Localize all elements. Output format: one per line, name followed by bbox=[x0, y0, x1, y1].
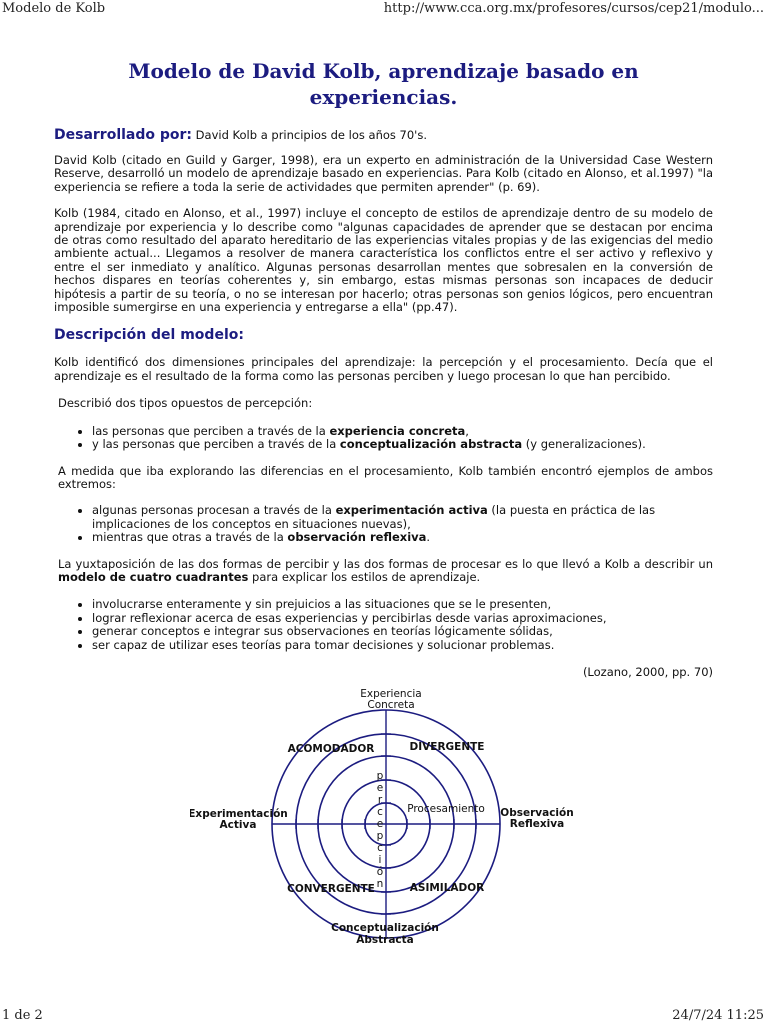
description-heading-text: Descripción del modelo bbox=[54, 327, 239, 344]
perception-letter: i bbox=[378, 854, 382, 866]
developed-by bbox=[54, 124, 713, 143]
label-active-experimentation-2: Activa bbox=[219, 819, 257, 831]
perception-letter: ó bbox=[376, 866, 384, 878]
axis-label-perception bbox=[377, 770, 384, 890]
list-item: • mientras que otras a través de la observación reflexiva. bbox=[92, 531, 713, 544]
label-concrete-experience-2: Concreta bbox=[367, 699, 415, 711]
perception-letter: r bbox=[377, 794, 383, 806]
list-item: • generar conceptos e integrar sus observaciones en teorías lógicamente sólidas, bbox=[92, 625, 713, 638]
perception-letter: c bbox=[377, 806, 383, 818]
page-title: Modelo de David Kolb, aprendizaje basado en experiencias. bbox=[128, 59, 639, 109]
description-heading bbox=[54, 327, 713, 343]
axis-label-processing: Procesamiento bbox=[407, 803, 485, 815]
quadrant-assimilator: ASIMILADOR bbox=[409, 882, 485, 894]
processing-list bbox=[54, 504, 713, 544]
processing-intro: A medida que iba explorando las diferencias en el procesamiento, Kolb también encontró ejemplos de ambos extremos: bbox=[58, 463, 713, 491]
quadrant-converger: CONVERGENTE bbox=[287, 883, 375, 895]
quadrant-diverger: DIVERGENTE bbox=[409, 741, 485, 753]
kolb-diagram bbox=[190, 682, 590, 947]
footer-timestamp: 24/7/24 11:25 bbox=[672, 1008, 764, 1023]
dimensions-paragraph: Kolb identificó dos dimensiones principales del aprendizaje: la percepción y el procesamiento. Decía que el aprendizaje es el resultado de la forma como las personas perciben y luego procesan lo que han percibido. bbox=[54, 355, 713, 383]
list-item: • involucrarse enteramente y sin prejuicios a las situaciones que se le presenten, bbox=[92, 598, 713, 611]
perception-letter: n bbox=[376, 878, 384, 890]
header-page-title: Modelo de Kolb bbox=[2, 1, 106, 16]
perception-letter: p bbox=[376, 770, 384, 782]
styles-list bbox=[54, 598, 713, 652]
print-header bbox=[0, 1, 768, 17]
list-item: • las personas que perciben a través de la experiencia concreta, bbox=[92, 425, 713, 438]
perception-list bbox=[54, 425, 713, 452]
document-body bbox=[54, 58, 713, 679]
kolb-diagram-svg bbox=[190, 682, 590, 947]
developed-by-text: David Kolb a principios de los años 70's. bbox=[192, 128, 427, 142]
label-abstract-conceptualization-1: Conceptualización bbox=[331, 922, 439, 934]
list-item: • y las personas que perciben a través de la conceptualización abstracta (y generalizaciones). bbox=[92, 438, 713, 451]
quadrant-accommodator: ACOMODADOR bbox=[287, 743, 375, 755]
perception-letter: e bbox=[376, 782, 384, 794]
perception-letter: p bbox=[376, 830, 384, 842]
citation: (Lozano, 2000, pp. 70) bbox=[582, 664, 713, 679]
list-item: • algunas personas procesan a través de la experimentación activa (la puesta en práctica de las implicaciones de los conceptos en situaciones nuevas), bbox=[92, 504, 713, 531]
header-url[interactable]: http://www.cca.org.mx/profesores/cursos/cep21/modulo... bbox=[383, 1, 764, 16]
list-item: • ser capaz de utilizar eses teorías para tomar decisiones y solucionar problemas. bbox=[92, 639, 713, 652]
label-reflective-observation-2: Reflexiva bbox=[509, 818, 565, 830]
label-reflective-observation-1: Observación bbox=[500, 807, 574, 819]
quadrants-paragraph: La yuxtaposición de las dos formas de percibir y las dos formas de procesar es lo que llevó a Kolb a describir un modelo de cuatro cuadrantes para explicar los estilos de aprendizaje. bbox=[58, 556, 713, 584]
label-concrete-experience-1: Experiencia bbox=[360, 688, 422, 700]
perception-letter: c bbox=[377, 842, 383, 854]
definition-paragraph: Kolb (1984, citado en Alonso, et al., 1997) incluye el concepto de estilos de aprendizaje dentro de su modelo de aprendizaje por experiencia y lo describe como "algunas capacidades de aprender que se destacan por encima de otras como resultado del aparato hereditario de las experiencias vitales propias y de las exigencias del medio ambiente actual... Llegamos a resolver de manera característica los conflictos entre el ser activo y reflexivo y entre el ser inmediato y analítico. Algunas personas desarrollan mentes que sobresalen en la conversión de hechos dispares en teorías coherentes y, sin embargo, estas mismas personas son incapaces de deducir hipótesis a partir de su teoría, o no se interesan por hacerlo; otras personas son genios lógicos, pero encuentran imposible sumergirse en una experiencia y entregarse a ella" (pp.47). bbox=[54, 206, 713, 315]
perception-letter: e bbox=[376, 818, 384, 830]
print-footer bbox=[0, 1008, 768, 1024]
developed-by-label: Desarrollado por: bbox=[54, 127, 193, 143]
intro-paragraph: David Kolb (citado en Guild y Garger, 1998), era un experto en administración de la Universidad Case Western Reserve, desarrolló un modelo de aprendizaje basado en experiencias. Para Kolb (citado en Alonso, et al.1997) "la experiencia se refiere a toda la serie de actividades que permiten aprender" (p. 69). bbox=[54, 153, 713, 194]
description-heading-colon: : bbox=[238, 327, 244, 344]
footer-page-number: 1 de 2 bbox=[2, 1008, 43, 1023]
perception-intro: Describió dos tipos opuestos de percepción: bbox=[58, 396, 313, 411]
label-active-experimentation-1: Experimentación bbox=[190, 808, 288, 820]
list-item: • lograr reflexionar acerca de esas experiencias y percibirlas desde varias aproximaciones, bbox=[92, 612, 713, 625]
label-abstract-conceptualization-2: Abstracta bbox=[356, 934, 414, 946]
